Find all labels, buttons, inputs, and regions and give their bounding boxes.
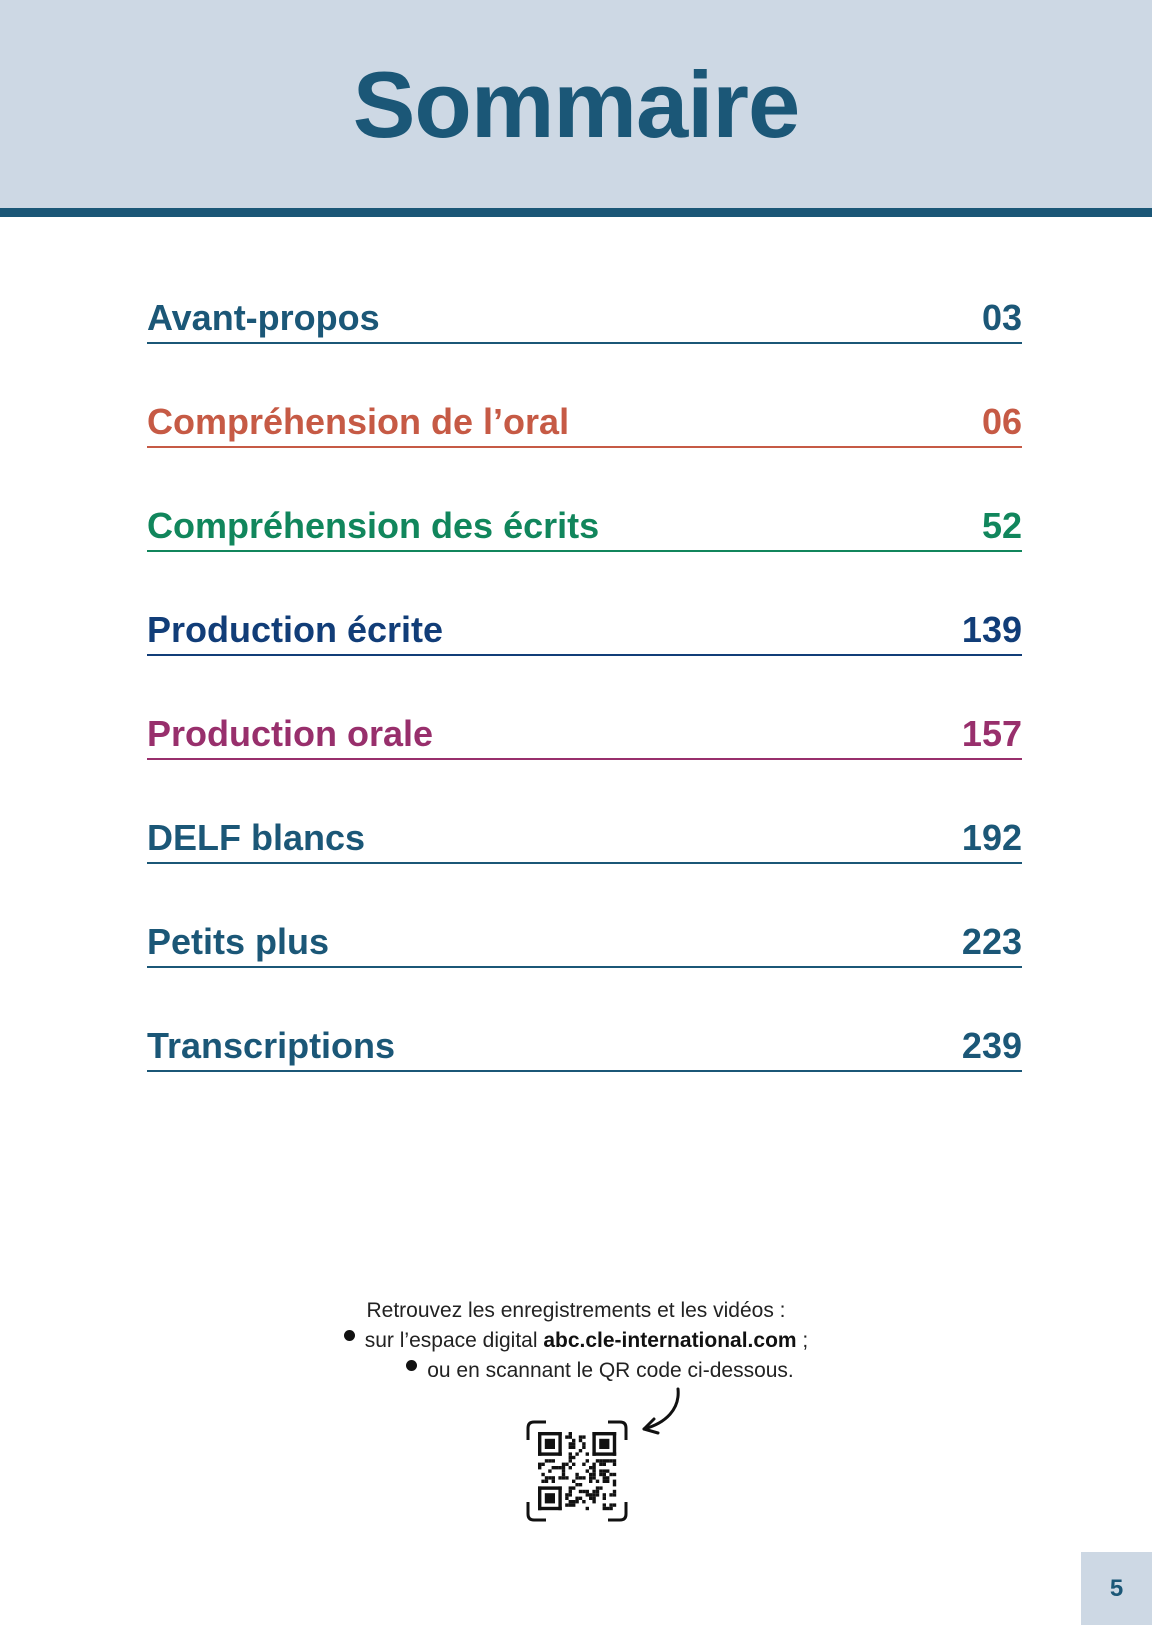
toc-entry-avant-propos[interactable] [147, 286, 1022, 344]
toc-page-number: 223 [961, 921, 1022, 962]
toc-entry-production-ecrite[interactable] [147, 598, 1022, 656]
toc-page-number: 52 [981, 505, 1022, 546]
page-number-box [1081, 1552, 1152, 1625]
toc-entry-production-orale[interactable] [147, 702, 1022, 760]
toc-entry-delf-blancs[interactable] [147, 806, 1022, 864]
toc-row [147, 788, 1022, 892]
info-bullet-digital [0, 1326, 1152, 1356]
toc-page-number: 192 [961, 817, 1022, 858]
page-title: Sommaire [352, 52, 800, 157]
toc-label: Production orale [147, 713, 434, 754]
curved-arrow-icon [636, 1387, 686, 1439]
toc-page-number: 06 [981, 401, 1022, 442]
toc-label: Compréhension de l’oral [147, 401, 570, 442]
toc-row [147, 580, 1022, 684]
toc-row [147, 684, 1022, 788]
header-band [0, 0, 1152, 217]
info-bullet-qr [0, 1356, 1152, 1386]
toc-row [147, 372, 1022, 476]
toc-entry-petits-plus[interactable] [147, 910, 1022, 968]
toc-page-number: 157 [961, 713, 1022, 754]
info-intro: Retrouvez les enregistrements et les vidéos : [366, 1299, 786, 1322]
qr-code-icon [526, 1420, 628, 1522]
table-of-contents [147, 268, 1022, 1100]
toc-row [147, 892, 1022, 996]
info-bullet-text: sur l’espace digital [364, 1329, 544, 1352]
page-number: 5 [1109, 1574, 1124, 1602]
toc-row [147, 476, 1022, 580]
info-bullet-text-end: ; [796, 1329, 809, 1352]
toc-label: Transcriptions [147, 1025, 396, 1066]
toc-row [147, 268, 1022, 372]
toc-entry-comprehension-oral[interactable] [147, 390, 1022, 448]
toc-label: Production écrite [147, 609, 444, 650]
bullet-icon [406, 1360, 417, 1371]
toc-page-number: 03 [981, 297, 1022, 338]
toc-label: Compréhension des écrits [147, 505, 600, 546]
toc-page-number: 139 [961, 609, 1022, 650]
info-bullet-qr-text: ou en scannant le QR code ci-dessous. [427, 1359, 794, 1382]
toc-entry-transcriptions[interactable] [147, 1014, 1022, 1072]
digital-space-link[interactable]: abc.cle-international.com [543, 1329, 797, 1352]
qr-code[interactable] [526, 1420, 628, 1522]
toc-entry-comprehension-ecrits[interactable] [147, 494, 1022, 552]
resources-info [0, 1296, 1152, 1386]
toc-row [147, 996, 1022, 1100]
toc-label: Avant-propos [147, 297, 380, 338]
toc-page-number: 239 [961, 1025, 1022, 1066]
toc-label: Petits plus [147, 921, 330, 962]
toc-label: DELF blancs [147, 817, 366, 858]
bullet-icon [344, 1330, 355, 1341]
